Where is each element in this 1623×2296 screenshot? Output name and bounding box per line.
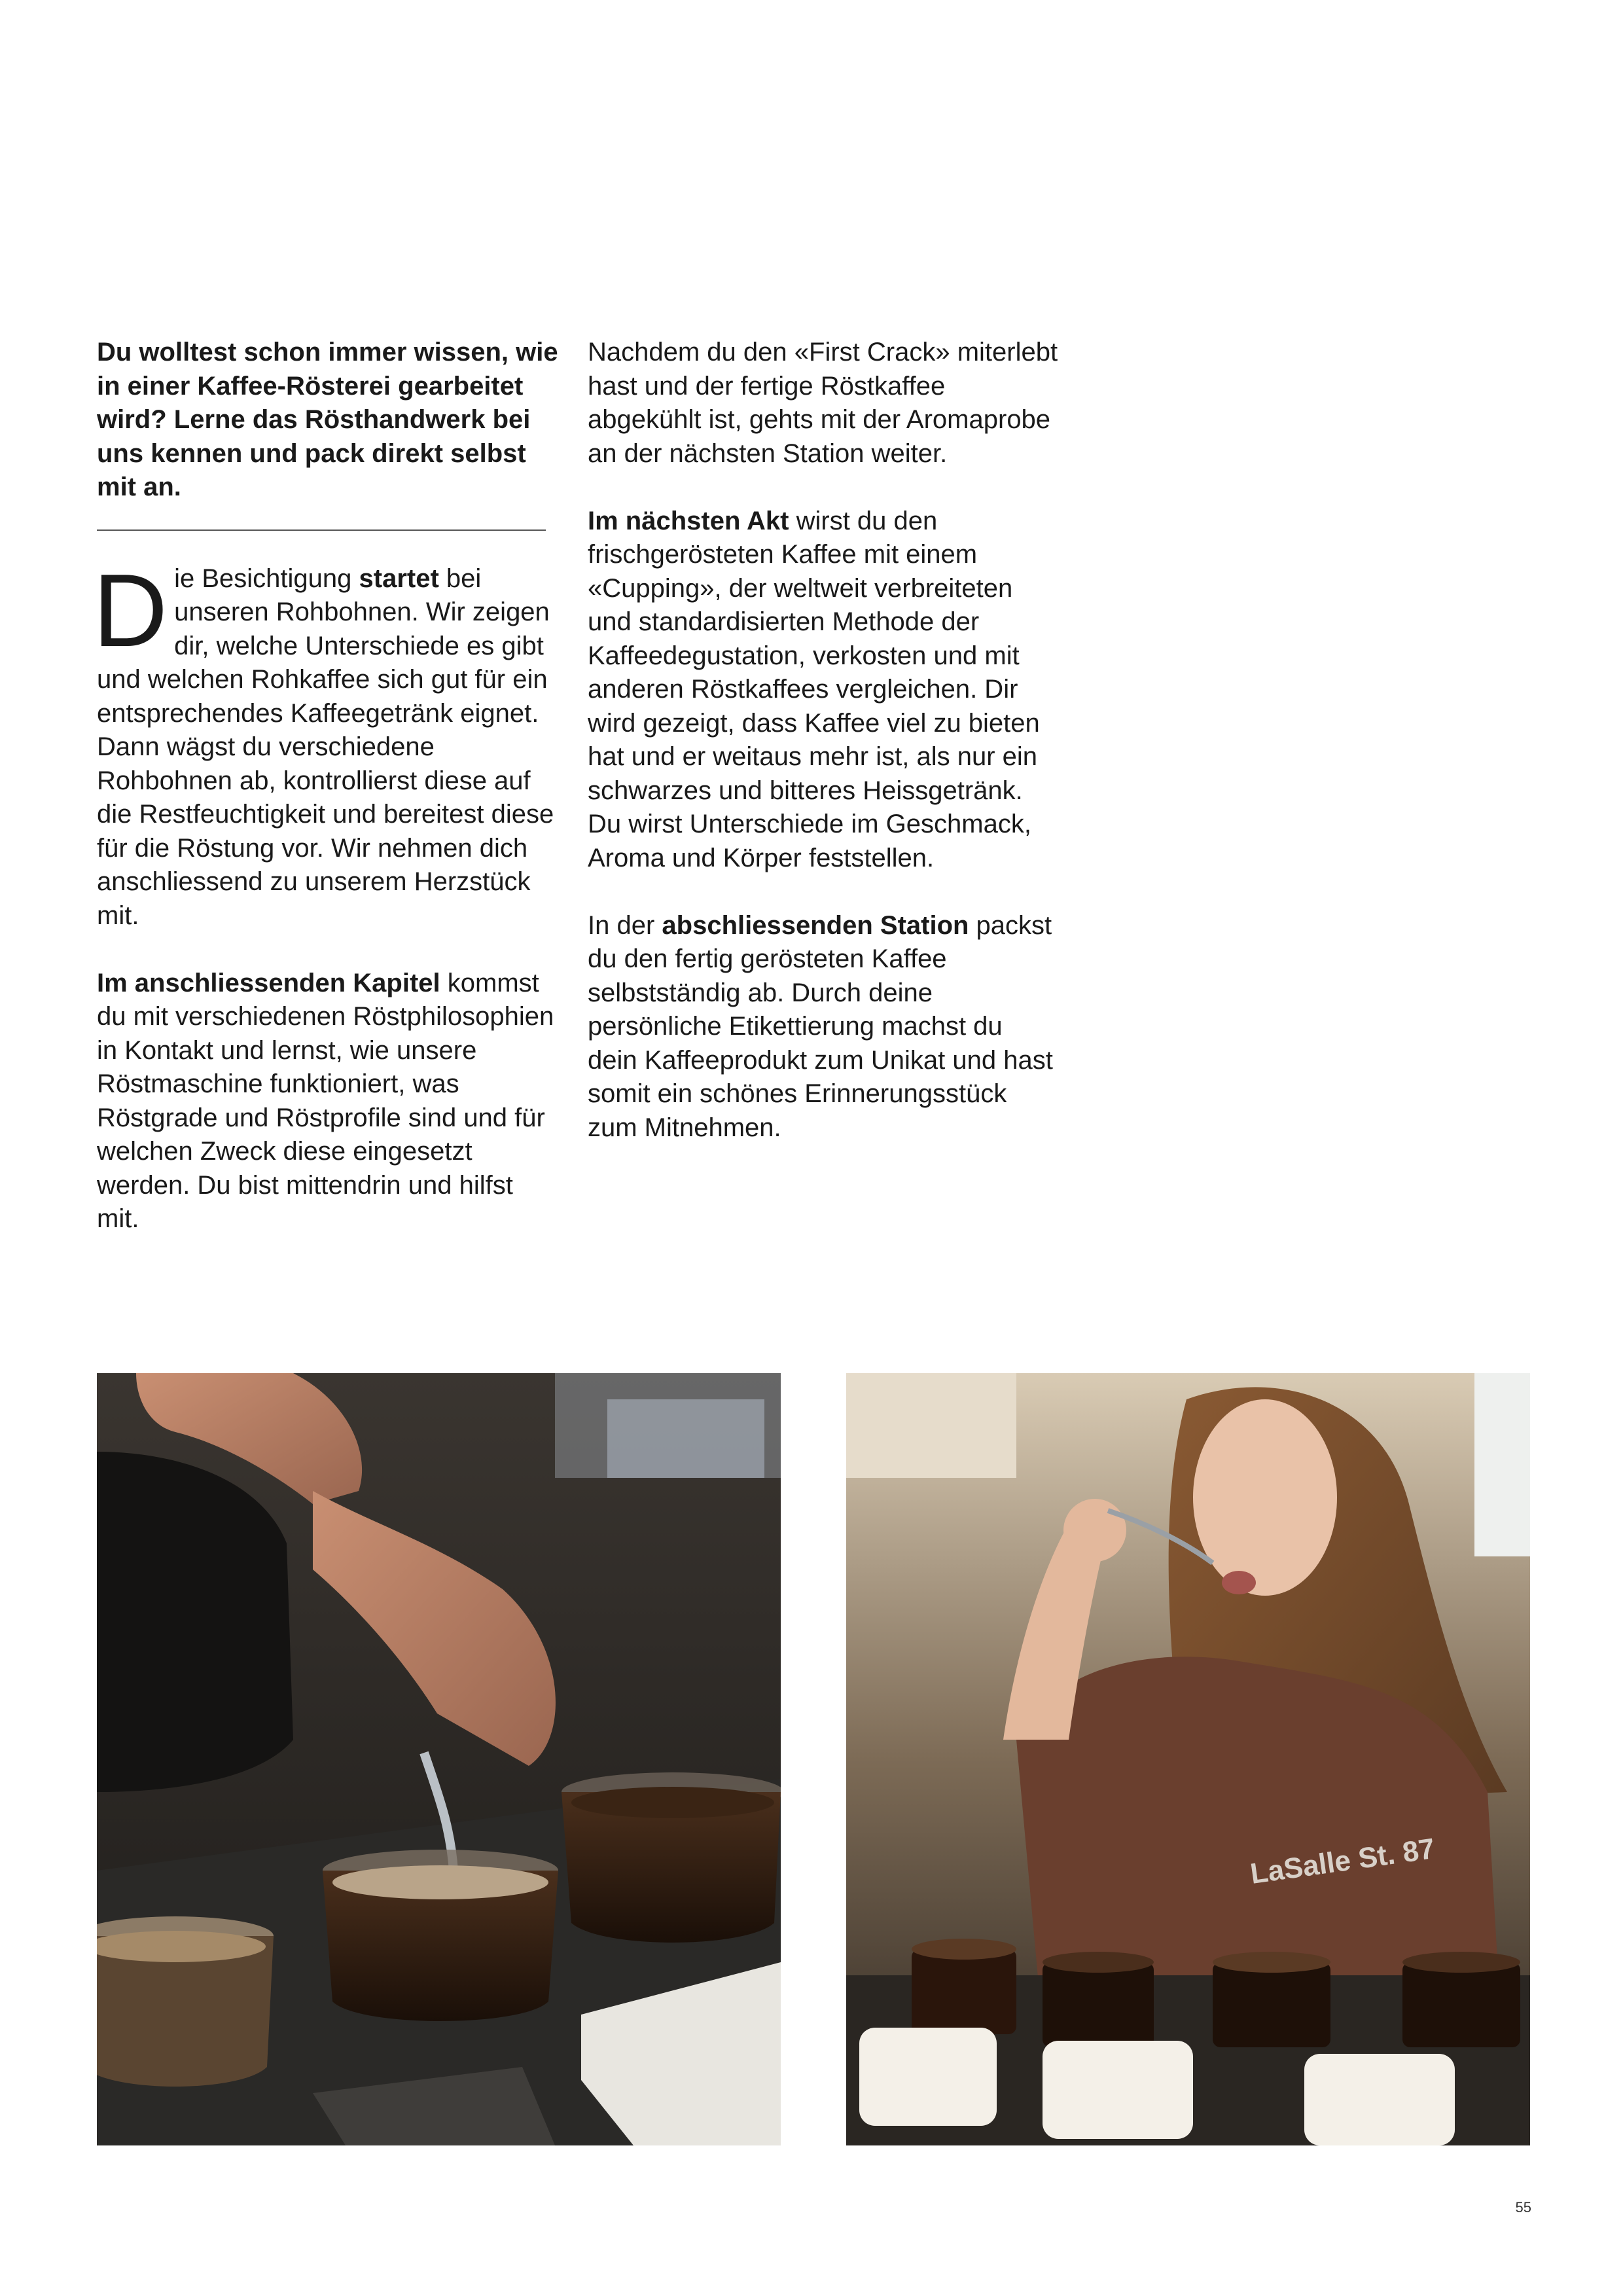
paragraph-first-crack: Nachdem du den «First Crack» miterlebt hast und der fertige Röstkaffee abgekühlt ist, gehts mit der Aromaprobe an der nächsten Station weiter.	[588, 338, 1058, 468]
paragraph-cupping: Im nächsten Akt wirst du den frischgerösteten Kaffee mit einem «Cupping», der weltweit verbreiteten und standardisierten Methode der Kaffeedegustation, verkosten und mit anderen Röstkaffees vergleichen. Dir wird gezeigt, dass Kaffee viel zu bieten hat und er weitaus mehr ist, als nur ein schwarzes und bitteres Heissgetränk. Du wirst Unterschiede im Geschmack, Aroma und Körper feststellen.	[588, 506, 1040, 872]
emphasis-akt: Im nächsten Akt	[588, 506, 789, 535]
paragraph-kapitel: Im anschliessenden Kapitel kommst du mit verschiedenen Röstphilosophien in Kontakt und lernst, wie unsere Röstmaschine funktioniert, was Röstgrade und Röstprofile sind und für welchen Zweck diese eingesetzt werden. Du bist mittendrin und hilfst mit.	[97, 968, 554, 1233]
left-column	[93, 336, 562, 1236]
shirt-print: LaSalle St. 87	[1248, 1832, 1437, 1890]
cupping-photo-illustration	[846, 1373, 1530, 2145]
divider-rule	[97, 529, 546, 531]
pouring-photo-illustration	[97, 1373, 781, 2145]
page-number: 55	[1515, 2199, 1531, 2215]
right-column	[588, 336, 1059, 1145]
paragraph-station: In der abschliessenden Station packst du den fertig gerösteten Kaffee selbstständig ab. Durch deine persönliche Etikettierung machst du dein Kaffeeprodukt zum Unikat und hast somit ein schönes Erinnerungsstück zum Mitnehmen.	[588, 910, 1053, 1142]
intro-lead: Du wolltest schon immer wissen, wie in einer Kaffee-Rösterei gearbeitet wird? Lerne das Rösthandwerk bei uns kennen und pack direkt selbst mit an.	[97, 338, 558, 501]
emphasis-kapitel: Im anschliessenden Kapitel	[97, 968, 440, 997]
emphasis-station: abschliessenden Station	[662, 910, 969, 940]
paragraph-start: Die Besichtigung startet bei unseren Rohbohnen. Wir zeigen dir, welche Unterschiede es gibt und welchen Rohkaffee sich gut für ein entsprechendes Kaffeegetränk eignet. Dann wägst du verschiedene Rohbohnen ab, kontrollierst diese auf die Restfeuchtigkeit und bereitest diese für die Röstung vor. Wir nehmen dich anschliessend zu unserem Herzstück mit.	[93, 552, 554, 930]
photo-pouring-coffee	[97, 1373, 781, 2145]
emphasis-startet: startet	[359, 564, 439, 593]
drop-cap: D	[93, 552, 168, 668]
photo-cupping-tasting	[846, 1373, 1530, 2145]
